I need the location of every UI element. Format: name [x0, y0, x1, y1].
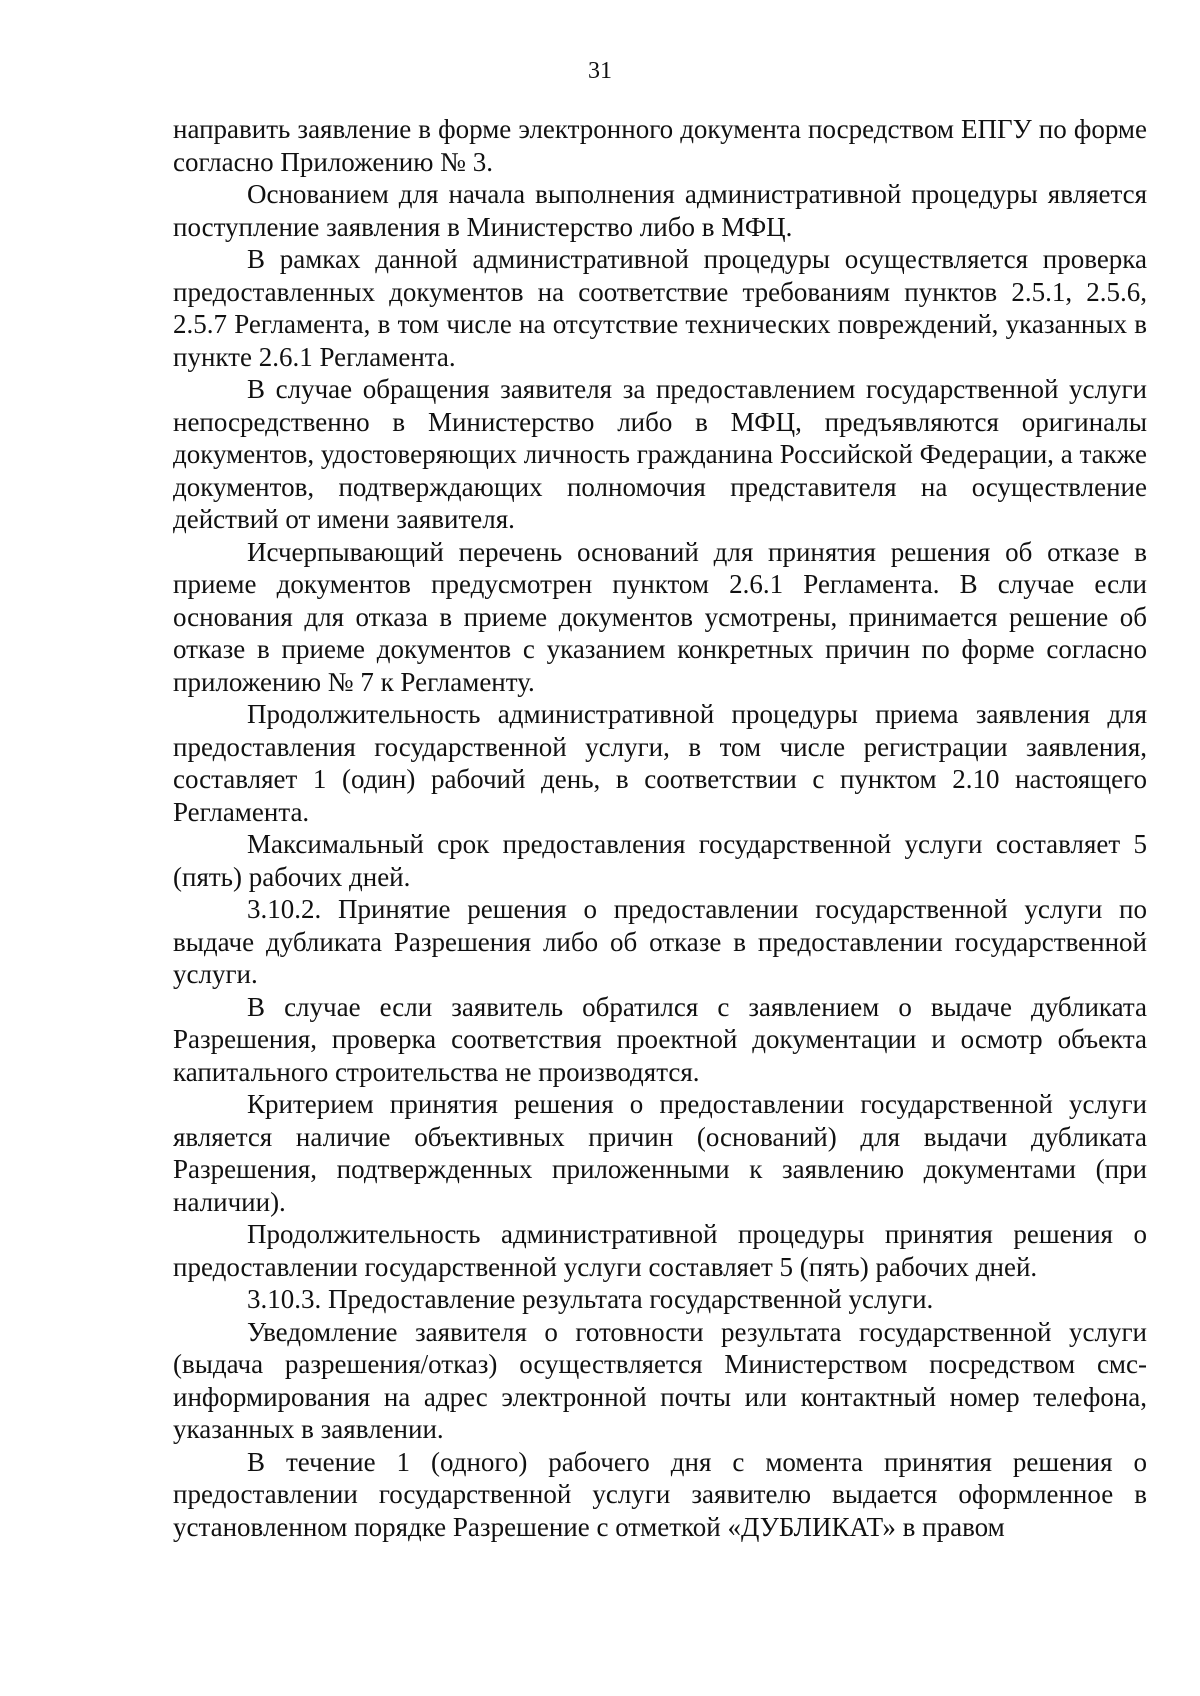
section-heading-3-10-2: 3.10.2. Принятие решения о предоставлении государственной услуги по выдаче дубликата Разрешения либо об отказе в предоставлении государственной услуги. [173, 894, 1147, 989]
paragraph-duplicate-inspection: В случае если заявитель обратился с заявлением о выдаче дубликата Разрешения, проверка соответствия проектной документации и осмотр объекта капитального строительства не производятся. [173, 991, 1147, 1087]
paragraph-basis: Основанием для начала выполнения административной процедуры является поступление заявления в Министерство либо в МФЦ. [173, 179, 1147, 242]
paragraph-decision-criterion: Критерием принятия решения о предоставлении государственной услуги является наличие объективных причин (оснований) для выдачи дубликата Разрешения, подтвержденных приложенными к заявлению документами (при наличии). [173, 1089, 1147, 1217]
paragraph-continuation: направить заявление в форме электронного документа посредством ЕПГУ по форме согласно Приложению № 3. [173, 114, 1147, 177]
paragraph-refusal-grounds: Исчерпывающий перечень оснований для принятия решения об отказе в приеме документов предусмотрен пунктом 2.6.1 Регламента. В случае если основания для отказа в приеме документов усмотрены, принимается решение об отказе в приеме документов с указанием конкретных причин по форме согласно приложению № 7 к Регламенту. [173, 536, 1147, 697]
paragraph-duration-reception: Продолжительность административной процедуры приема заявления для предоставления государственной услуги, в том числе регистрации заявления, составляет 1 (один) рабочий день, в соответствии с пунктом 2.10 настоящего Регламента. [173, 699, 1147, 827]
paragraph-document-check: В рамках данной административной процедуры осуществляется проверка предоставленных документов на соответствие требованиям пунктов 2.5.1, 2.5.6, 2.5.7 Регламента, в том числе на отсутствие технических повреждений, указанных в пункте 2.6.1 Регламента. [173, 244, 1147, 372]
paragraph-notification: Уведомление заявителя о готовности результата государственной услуги (выдача разрешения/отказ) осуществляется Министерством посредством смс-информирования на адрес электронной почты или контактный номер телефона, указанных в заявлении. [173, 1316, 1147, 1444]
document-body [173, 113, 1147, 1543]
paragraph-issuance: В течение 1 (одного) рабочего дня с момента принятия решения о предоставлении государственной услуги заявителю выдается оформленное в установленном порядке Разрешение с отметкой «ДУБЛИКАТ» в правом [173, 1446, 1147, 1542]
paragraph-duration-decision: Продолжительность административной процедуры принятия решения о предоставлении государственной услуги составляет 5 (пять) рабочих дней. [173, 1219, 1147, 1282]
section-heading-3-10-3: 3.10.3. Предоставление результата государственной услуги. [247, 1284, 934, 1314]
paragraph-originals: В случае обращения заявителя за предоставлением государственной услуги непосредственно в Министерство либо в МФЦ, предъявляются оригиналы документов, удостоверяющих личность гражданина Российской Федерации, а также документов, подтверждающих полномочия представителя на осуществление действий от имени заявителя. [173, 374, 1147, 534]
paragraph-max-term: Максимальный срок предоставления государственной услуги составляет 5 (пять) рабочих дней. [173, 829, 1147, 892]
page-number: 31 [588, 58, 612, 84]
